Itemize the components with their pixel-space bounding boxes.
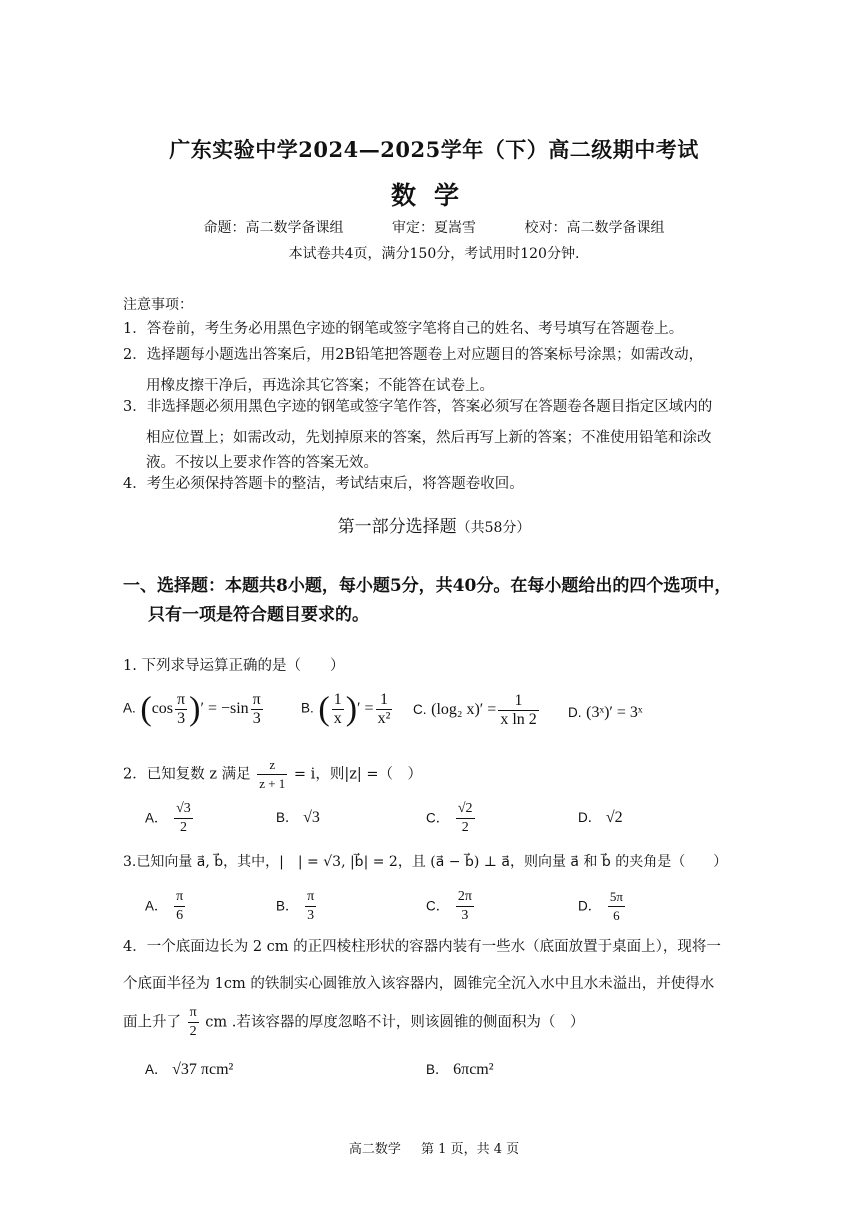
proposer: 命题：高二数学备课组: [203, 220, 344, 236]
exam-title: 广东实验中学2024—2025学年（下）高二级期中考试: [169, 137, 699, 162]
question-3-stem: 3.已知向量 a⃗, b⃗，其中，| | = √3, |b⃗| = 2，且 (a⃗ − b⃗) ⊥ a⃗，则向量 a⃗ 和 b⃗ 的夹角是（ ）: [123, 854, 728, 870]
reviewer: 审定：夏嵩雪: [392, 220, 476, 236]
subject-title: 数学: [390, 181, 477, 210]
q3-option-d: D． $\frac{5\pi}{6}$: [578, 889, 623, 923]
q2-option-c: C． $\frac{√2}{2}$: [426, 801, 473, 835]
q1-option-b: B. ( $\frac{1}{x}$ )′ = $\frac{1}{\text{x²}}$: [301, 690, 391, 727]
q2-option-d: D． √2: [578, 809, 623, 826]
q2-option-b: B． √3: [276, 809, 320, 826]
q3-option-b: B． $\frac{\pi}{3}$: [276, 889, 315, 923]
note-item: 1．答卷前，考生务必用黑色字迹的钢笔或签字笔将自己的姓名、考号填写在答题卷上。: [123, 321, 684, 337]
q1-option-a: A. (cos $\frac{\pi}{3}$ )′ = −sin $\frac{\pi}{3}$: [123, 690, 261, 727]
footer-page: 第 1 页，共 4 页: [421, 1142, 520, 1157]
q3-option-a: A． $\frac{\pi}{6}$: [145, 889, 184, 923]
note-item: 4．考生必须保持答题卡的整洁，考试结束后，将答题卷收回。: [123, 476, 524, 492]
note-item-cont: 用橡皮擦干净后，再选涂其它答案；不能答在试卷上。: [146, 378, 494, 394]
footer-subject: 高二数学: [348, 1142, 401, 1157]
q1-option-c: C. (log₂ x)′ = $\frac{1}{\text{x ln 2}}$: [413, 692, 537, 728]
part-score: （共58分）: [456, 520, 531, 536]
note-item-cont: 液。不按以上要求作答的答案无效。: [146, 455, 378, 471]
part-title: [0, 512, 868, 537]
q2-option-a: A． $\frac{√3}{2}$: [145, 801, 191, 835]
part-name: 第一部分选择题: [337, 517, 457, 537]
exam-credits: [0, 217, 868, 237]
question-4-line1: 4．一个底面边长为 2 cm 的正四棱柱形状的容器内装有一些水（底面放置于桌面上），现将一: [123, 939, 721, 955]
checker: 校对：高二数学备课组: [524, 220, 665, 236]
question-4-line2: 个底面半径为 1cm 的铁制实心圆锥放入该容器内，圆锥完全沉入水中且水未溢出，并使得水: [123, 976, 715, 992]
section-heading: 一、选择题：本题共8小题，每小题5分，共40分。在每小题给出的四个选项中，: [123, 576, 732, 596]
note-item: 3．非选择题必须用黑色字迹的钢笔或签字笔作答，答案必须写在答题卷各题目指定区域内的: [123, 399, 713, 415]
section-heading-cont: 只有一项是符合题目要求的。: [148, 605, 369, 625]
question-1-stem: 1. 下列求导运算正确的是（ ）: [123, 658, 345, 674]
question-2-stem: 2．已知复数 z 满足 $\frac{z}{z + 1}$ = i，则|z| =（ ）: [123, 757, 422, 791]
q4-option-b: B． 6πcm²: [426, 1061, 494, 1078]
q3-option-c: C． $\frac{2\pi}{3}$: [426, 889, 472, 923]
exam-info: 本试卷共4页，满分150分，考试用时120分钟.: [288, 246, 580, 262]
q1-option-d: D. (3ˣ)′ = 3ˣ: [568, 704, 643, 721]
page-footer: [0, 1138, 868, 1157]
note-item-cont: 相应位置上；如需改动，先划掉原来的答案，然后再写上新的答案；不准使用铅笔和涂改: [146, 430, 712, 446]
question-4-line3: 面上升了 $\frac{\pi}{2}$ cm .若该容器的厚度忽略不计，则该圆锥的侧面积为（ ）: [123, 1005, 585, 1039]
q4-option-a: A． √37 πcm²: [145, 1061, 234, 1078]
note-item: 2．选择题每小题选出答案后，用2B铅笔把答题卷上对应题目的答案标号涂黑；如需改动，: [123, 347, 704, 363]
notes-title: 注意事项：: [123, 297, 193, 313]
